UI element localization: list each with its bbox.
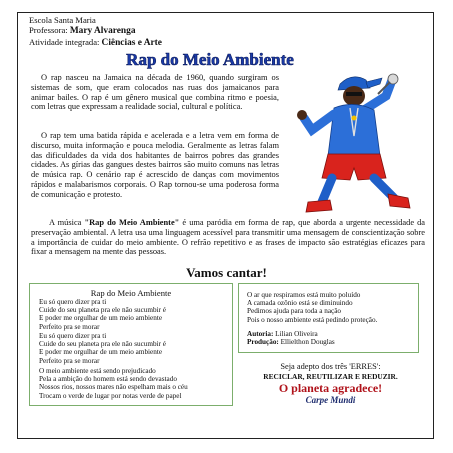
intro-paragraph-3: A música "Rap do Meio Ambiente" é uma paródia em forma de rap, que aborda a urgente necessidade da preservação ambiental. A letra usa uma linguagem acessível para transmitir uma mensagem de conscientização sobre a importância de cuidar do meio ambiente. O refrão repetitivo e as frases de impacto são estratégias eficazes para fixar a mensagem na mente das pessoas. <box>31 218 426 257</box>
lyric-line: Cuide do seu planeta pra ele não sucumbir é <box>39 306 166 315</box>
lyric-line: Perfeito pra se morar <box>39 322 100 331</box>
lyric-line: O ar que respiramos está muito poluído <box>247 291 361 299</box>
closing-line-agradece: O planeta agradece! <box>278 380 383 395</box>
song-name-bold: "Rap do Meio Ambiente" <box>84 218 180 227</box>
song-lyrics-box <box>29 283 233 406</box>
song-stanza-4 <box>247 291 377 324</box>
lyric-line: E poder me orgulhar de um meio ambiente <box>39 314 163 323</box>
lyric-line: Pedimos ajuda para toda a nação <box>247 307 341 316</box>
lyric-line: Pois o nosso ambiente está pedindo proteção. <box>247 315 378 324</box>
closing-message <box>240 362 421 405</box>
author-line: Autoria: Lilian Oliveira <box>247 330 318 338</box>
intro-paragraph-1: O rap nasceu na Jamaica na década de 1960, quando surgiram os sistemas de som, que eram colocados nas ruas dos jamaicanos para animar bailes. O rap é um gênero musical que combina ritmo e poesia, com letras que expressam a realidade social, cultural e política. <box>31 73 279 112</box>
activity-name: Ciências e Arte <box>101 37 162 48</box>
page-title-text: Rap do Meio Ambiente <box>126 50 294 69</box>
producer-line: Produção: Ellielthon Douglas <box>247 338 335 347</box>
lyric-line: Trocam o verde de lugar por notas verde de papel <box>39 391 182 400</box>
song-lyrics-box-right <box>238 283 419 353</box>
song-stanza-1 <box>39 298 166 331</box>
song-stanza-3 <box>39 367 188 400</box>
lyric-line: O meio ambiente está sendo prejudicado <box>39 367 156 375</box>
teacher-line: Professora: Mary Alvarenga <box>29 25 136 37</box>
lyric-line: Cuide do seu planeta pra ele não sucumbir é <box>39 340 166 349</box>
song-title: Rap do Meio Ambiente <box>90 288 172 298</box>
lyric-line: E poder me orgulhar de um meio ambiente <box>39 348 163 357</box>
lyric-line: Eu só quero dizer pra ti <box>39 298 107 306</box>
teacher-name: Mary Alvarenga <box>69 26 136 37</box>
closing-line-3rs: RECICLAR, REUTILIZAR E REDUZIR. <box>263 371 398 381</box>
section-heading-vamos-cantar: Vamos cantar! <box>186 265 267 280</box>
lyric-line: Nossos rios, nossos mares não espelham mais o céu <box>39 383 188 392</box>
song-credits <box>247 330 335 347</box>
school-name: Escola Santa Maria <box>29 15 96 25</box>
song-stanza-2 <box>39 332 166 365</box>
page-title <box>95 49 325 69</box>
closing-line-erres: Seja adepto dos três 'ERRES': <box>280 362 381 371</box>
rapper-illustration-icon <box>282 70 422 220</box>
intro-paragraph-2: O rap tem uma batida rápida e acelerada e a letra vem em forma de discurso, muita informação e pouca melodia. Geralmente as letras falam das dificuldades da vida dos habitantes de bairros pobres das grandes cidades. As gírias das gangues destes bairros são muito comuns nas letras de música rap. O cenário rap é acrescido de danças com movimentos rápidos e malabarismos corporais. O Rap tornou-se uma poderosa forma de comunicação e protesto. <box>31 131 279 199</box>
lyric-line: Pela a ambição do homem está sendo devastado <box>39 375 177 384</box>
activity-line: Atividade integrada: Ciências e Arte <box>29 36 162 48</box>
closing-line-carpe-mundi: Carpe Mundi <box>305 394 356 405</box>
lyric-line: A camada ozônio está se diminuindo <box>247 299 353 308</box>
lyric-line: Eu só quero dizer pra ti <box>39 332 107 340</box>
page-title-graphic <box>95 49 325 69</box>
document-header <box>29 15 162 48</box>
lyric-line: Perfeito pra se morar <box>39 356 100 365</box>
